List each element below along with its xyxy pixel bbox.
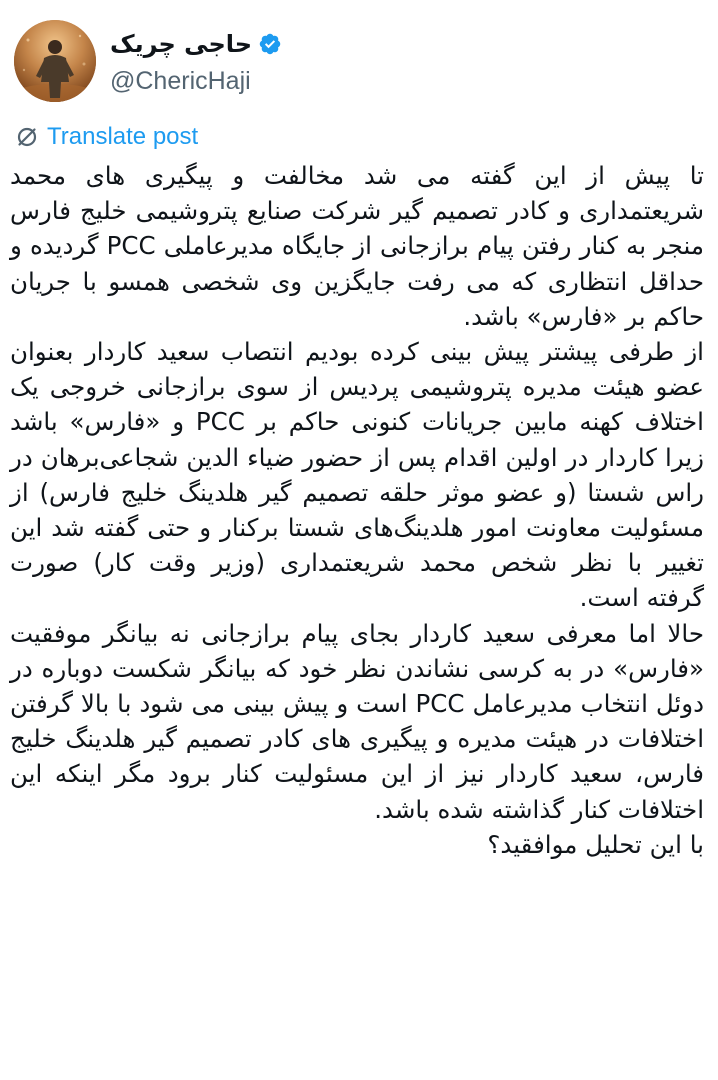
post-paragraph-3: حالا اما معرفی سعید کاردار بجای پیام برازجانی نه بیانگر موفقیت «فارس» در به کرسی نشاندن نظر خود که بیانگر شکست دوباره در دوئل انتخاب مدیرعامل PCC است و پیش بینی می شود با بالا گرفتن اختلافات در هیئت مدیره و پیگیری های کادر تصمیم گیر هلدینگ خلیج فارس، سعید کاردار نیز از این مسئولیت کنار برود مگر اینکه این اختلافات کنار گذاشته شده باشد.	[10, 618, 704, 824]
author-handle[interactable]: @ChericHaji	[110, 66, 251, 95]
author-display-name[interactable]: حاجی چریک	[110, 29, 253, 58]
verified-badge-icon	[258, 32, 282, 56]
post-header	[14, 18, 282, 104]
post-paragraph-4: با این تحلیل موافقید؟	[487, 829, 704, 859]
translate-post-label[interactable]: Translate post	[47, 123, 199, 150]
profile-photo-icon	[14, 20, 96, 102]
translate-icon	[16, 126, 38, 148]
author-name-row	[110, 27, 282, 61]
author-info	[110, 27, 282, 96]
translate-post-button[interactable]	[16, 120, 198, 154]
avatar[interactable]	[14, 20, 96, 102]
post-text	[10, 158, 704, 862]
post-paragraph-1: تا پیش از این گفته می شد مخالفت و پیگیری های محمد شریعتمداری و کادر تصمیم گیر شرکت صنایع پتروشیمی خلیج فارس منجر به کنار رفتن پیام برازجانی از جایگاه مدیرعاملی PCC گردیده و حداقل انتظاری که می رفت جایگزین وی شخصی همسو با جریان حاکم بر «فارس» باشد.	[10, 161, 704, 331]
post-paragraph-2: از طرفی پیشتر پیش بینی کرده بودیم انتصاب سعید کاردار بعنوان عضو هیئت مدیره پتروشیمی پردیس از سوی برازجانی خروجی یک اختلاف کهنه مابین جریانات کنونی حاکم بر PCC و «فارس» باشد زیرا کاردار در اولین اقدام پس از حضور ضیاء الدین شجاعی‌برهان در راس شستا (و عضو موثر حلقه تصمیم گیر هلدینگ خلیج فارس) از مسئولیت معاونت امور هلدینگ‌های شستا برکنار و حتی گفته شد این تغییر با نظر شخص محمد شریعتمداری (وزیر وقت کار) صورت گرفته است.	[10, 337, 704, 613]
